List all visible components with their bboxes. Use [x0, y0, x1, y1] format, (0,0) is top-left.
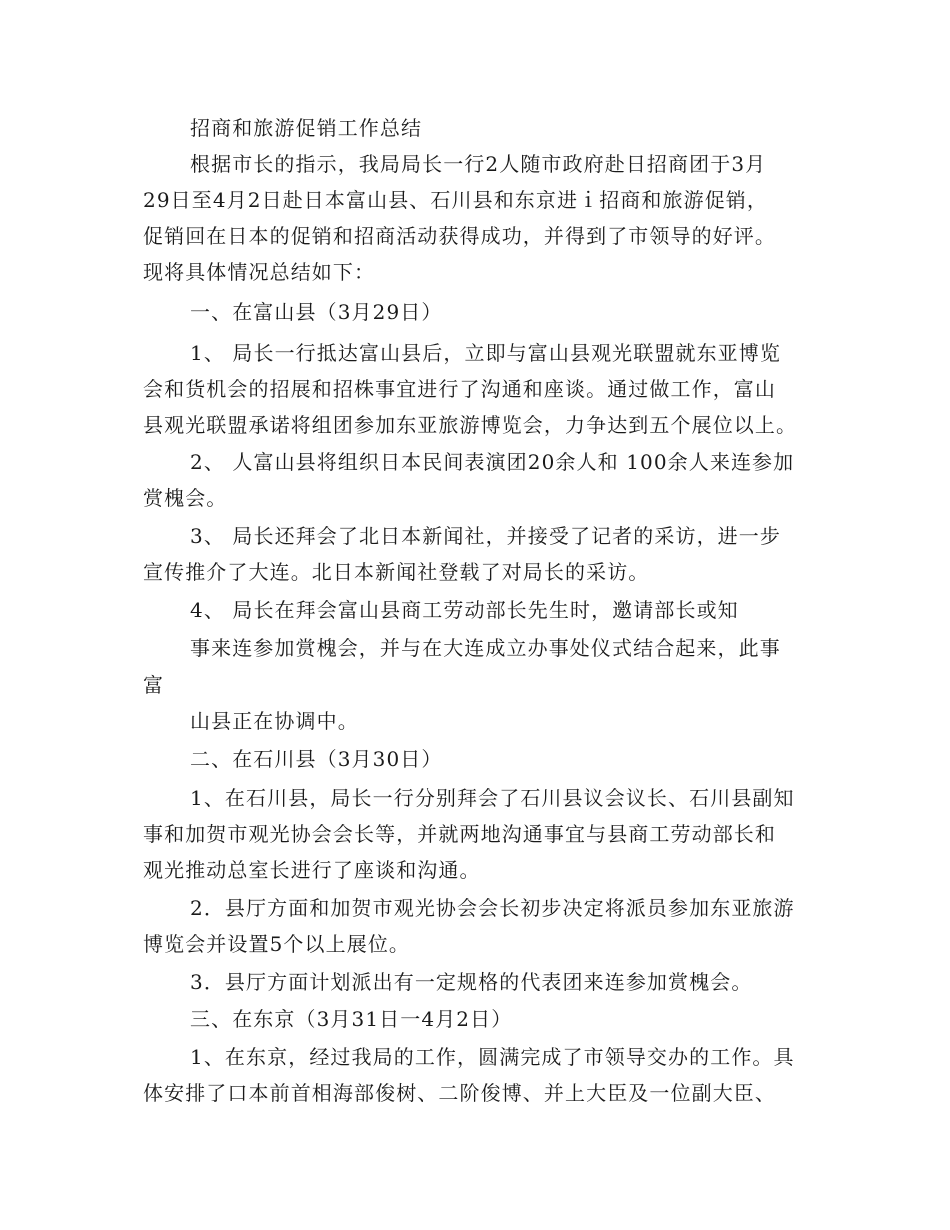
paragraph-line: 事和加贺市观光协会会长等，并就两地沟通事宜与县商工劳动部长和 — [143, 822, 776, 846]
paragraph-line: 4、 局长在拜会富山县商工劳动部长先生时，邀请部长或知 — [190, 598, 739, 622]
paragraph-line: 会和货机会的招展和招株事宜进行了沟通和座谈。通过做工作，富山 — [143, 377, 776, 401]
paragraph-line: 事来连参加赏槐会，并与在大连成立办事处仪式结合起来，此事 — [190, 636, 781, 660]
paragraph-line: 2、 人富山县将组织日本民间表演团20余人和 100余人来连参加 — [190, 450, 795, 474]
paragraph-line: 县观光联盟承诺将组团参加东亚旅游博览会，力争达到五个展位以上。 — [143, 413, 798, 437]
paragraph-line: 29日至4月2日赴日本富山县、石川县和东京进ｉ招商和旅游促销， — [143, 188, 768, 212]
paragraph-line: 促销回在日本的促销和招商活动获得成功，并得到了市领导的好评。 — [143, 224, 776, 248]
section-heading: 三、在东京（3月31日一4月2日） — [190, 1007, 513, 1031]
paragraph-line: 体安排了口本前首相海部俊树、二阶俊博、并上大臣及一位副大臣、 — [143, 1081, 776, 1105]
paragraph-line: 2．县厅方面和加贺市观光协会会长初步决定将派员参加东亚旅游 — [190, 896, 795, 920]
paragraph-line: 1、在东京，经过我局的工作，圆满完成了市领导交办的工作。具 — [190, 1045, 795, 1069]
paragraph-line: 山县正在协调中。 — [190, 709, 359, 733]
paragraph-line: 现将具体情况总结如下： — [143, 260, 376, 284]
paragraph-line: 根据市长的指示，我局局长一行2人随市政府赴日招商团于3月 — [190, 152, 767, 176]
paragraph-line: 富 — [143, 673, 165, 697]
paragraph-line: 1、 局长一行抵达富山县后，立即与富山县观光联盟就东亚博览 — [190, 341, 781, 365]
paragraph-line: 观光推动总室长进行了座谈和沟通。 — [143, 858, 481, 882]
paragraph-line: 宣传推介了大连。北日本新闻社登载了对局长的采访。 — [143, 560, 650, 584]
section-heading: 一、在富山县（3月29日） — [190, 300, 443, 324]
document-title: 招商和旅游促销工作总结 — [190, 116, 423, 140]
paragraph-line: 赏槐会。 — [143, 486, 228, 510]
paragraph-line: 3．县厅方面计划派出有一定规格的代表团来连参加赏槐会。 — [190, 970, 753, 994]
paragraph-line: 3、 局长还拜会了北日本新闻社，并接受了记者的采访，进一步 — [190, 524, 781, 548]
paragraph-line: 1、在石川县，局长一行分别拜会了石川县议会议长、石川县副知 — [190, 786, 795, 810]
paragraph-line: 博览会并设置5个以上展位。 — [143, 932, 411, 956]
section-heading: 二、在石川县（3月30日） — [190, 747, 443, 771]
